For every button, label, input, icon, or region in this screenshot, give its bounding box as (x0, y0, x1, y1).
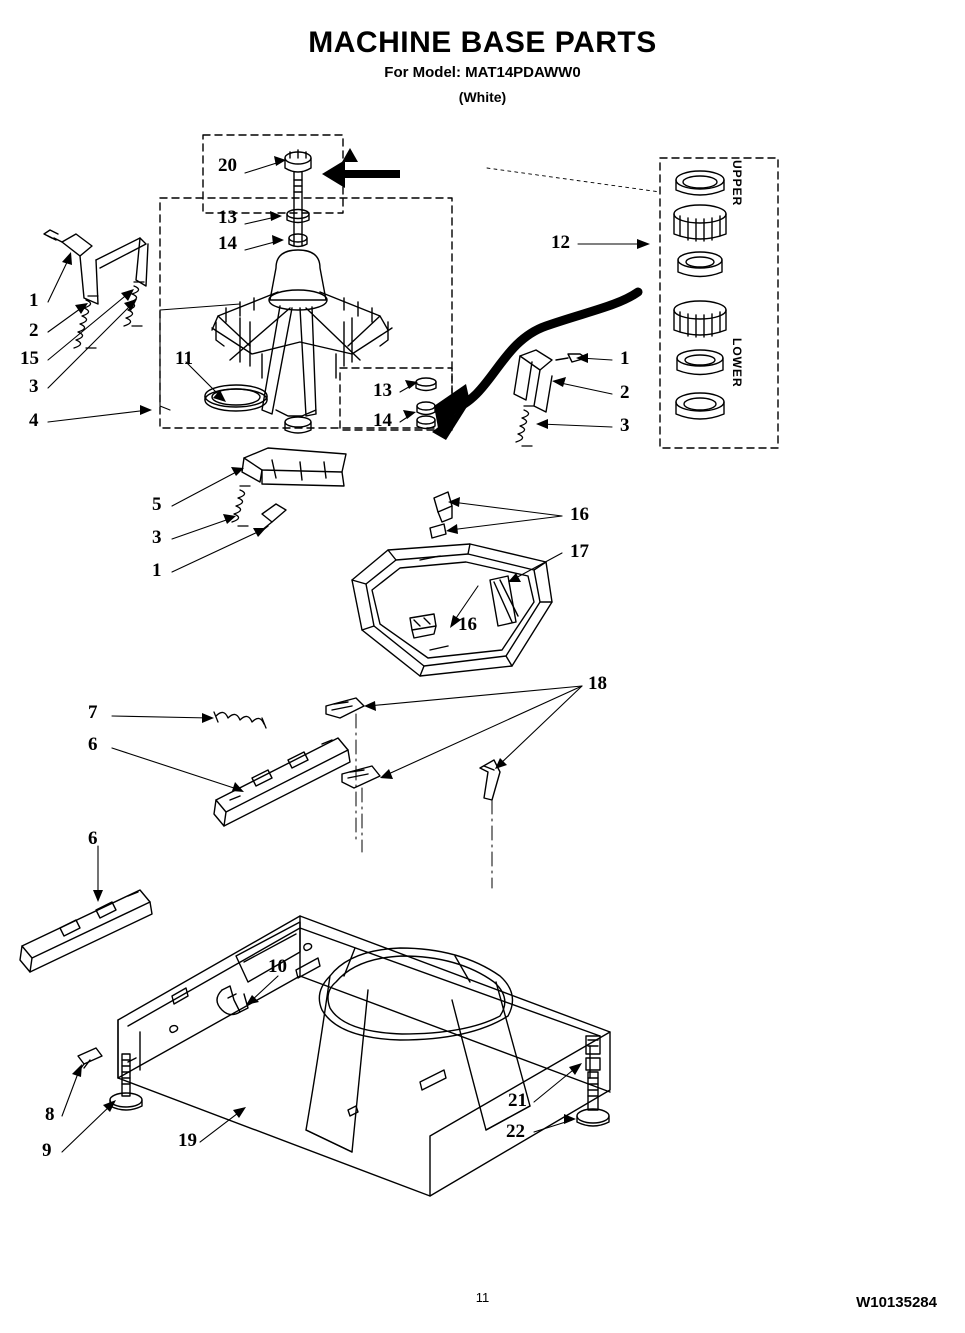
bearing-group-upper-label: UPPER (730, 160, 744, 207)
bearing-group-lower-label: LOWER (730, 338, 744, 388)
callout-2b: 2 (620, 382, 630, 403)
callout-3a: 3 (29, 376, 39, 397)
callout-22: 22 (506, 1121, 525, 1142)
callout-15: 15 (20, 348, 39, 369)
callout-16a: 16 (570, 504, 589, 525)
color-line: (White) (458, 89, 507, 105)
callout-16b: 16 (458, 614, 477, 635)
callout-14b: 14 (373, 410, 392, 431)
callout-13b: 13 (373, 380, 392, 401)
callout-5: 5 (152, 494, 162, 515)
callout-14a: 14 (218, 233, 237, 254)
callout-6a: 6 (88, 734, 98, 755)
callout-1c: 1 (152, 560, 162, 581)
page-title: MACHINE BASE PARTS (308, 26, 657, 59)
diagram-artwork (0, 110, 965, 1290)
callout-7: 7 (88, 702, 98, 723)
callout-6b: 6 (88, 828, 98, 849)
document-code: W10135284 (856, 1294, 937, 1311)
callout-11: 11 (175, 348, 193, 369)
callout-3c: 3 (152, 527, 162, 548)
callout-19: 19 (178, 1130, 197, 1151)
model-line: For Model: MAT14PDAWW0 (384, 64, 581, 81)
callout-9: 9 (42, 1140, 52, 1161)
callout-3b: 3 (620, 415, 630, 436)
exploded-diagram (0, 110, 965, 1290)
callout-18: 18 (588, 673, 607, 694)
callout-1a: 1 (29, 290, 39, 311)
callout-2a: 2 (29, 320, 39, 341)
callout-13a: 13 (218, 207, 237, 228)
callout-21: 21 (508, 1090, 527, 1111)
callout-1b: 1 (620, 348, 630, 369)
callout-8: 8 (45, 1104, 55, 1125)
callout-17: 17 (570, 541, 589, 562)
callout-20: 20 (218, 155, 237, 176)
page-number: 11 (475, 1290, 490, 1305)
callout-4: 4 (29, 410, 39, 431)
callout-12: 12 (551, 232, 570, 253)
callout-10: 10 (268, 956, 287, 977)
